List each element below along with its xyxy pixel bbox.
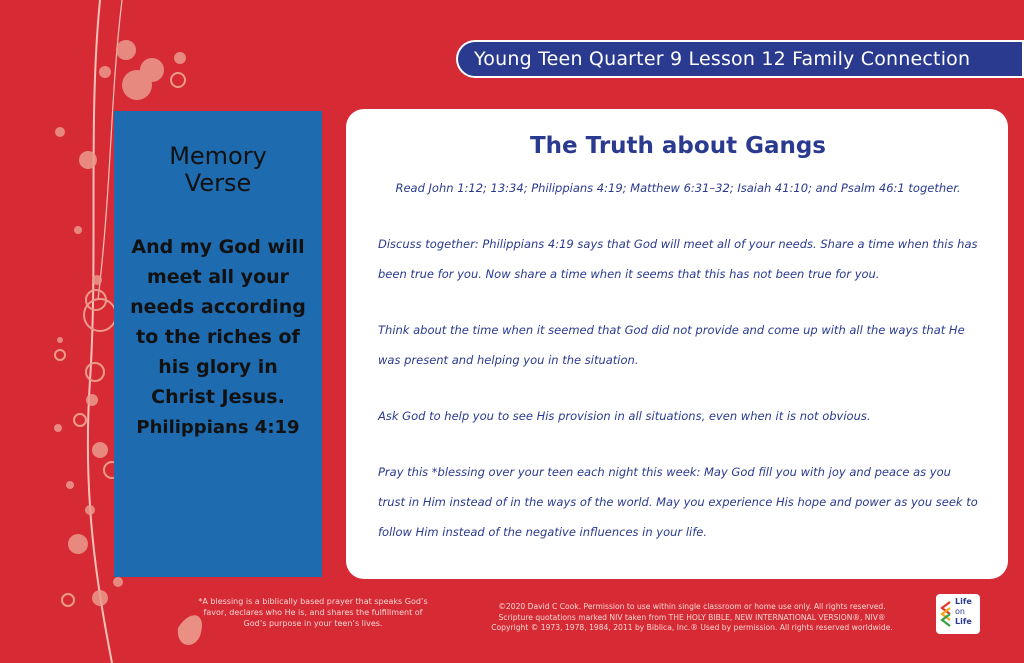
decor-circle bbox=[57, 337, 63, 343]
decor-circle bbox=[54, 424, 62, 432]
decor-circle bbox=[55, 127, 65, 137]
memory-verse-heading: Memory Verse bbox=[169, 142, 267, 197]
decor-circle bbox=[113, 577, 123, 587]
decor-circle bbox=[99, 66, 111, 78]
decor-ring bbox=[55, 350, 65, 360]
decor-circle bbox=[66, 481, 74, 489]
logo-text bbox=[955, 597, 979, 627]
reflection-paragraph: Think about the time when it seemed that God did not provide and come up with all the ways that He was present and helping you in the situation. bbox=[378, 323, 965, 367]
decor-circle bbox=[92, 275, 102, 285]
memory-verse-text bbox=[114, 232, 322, 442]
logo-word: Life bbox=[955, 617, 972, 626]
memory-verse-reference: Philippians 4:19 bbox=[136, 417, 300, 438]
decor-circle bbox=[174, 52, 186, 64]
decor-circle bbox=[79, 151, 97, 169]
decor-circle bbox=[85, 505, 95, 515]
memory-verse-card bbox=[114, 111, 322, 577]
lesson-title: The Truth about Gangs bbox=[529, 133, 826, 159]
copyright-line: ©2020 David C Cook. Permission to use within single classroom or home use only. All rights reserved. bbox=[498, 602, 886, 611]
decor-circle bbox=[92, 442, 108, 458]
decor-ring bbox=[62, 594, 74, 606]
decor-circle bbox=[122, 70, 152, 100]
lesson-header: Young Teen Quarter 9 Lesson 12 Family Connection bbox=[456, 40, 1024, 78]
decor-circle bbox=[116, 40, 136, 60]
decor-ring bbox=[171, 73, 185, 87]
blessing-footnote: *A blessing is a biblically based prayer that speaks God’s favor, declares who He is, and shares the fulfillment of God’s purpose in your teen’s lives. bbox=[198, 597, 428, 628]
prayer-request-paragraph: Ask God to help you to see His provision in all situations, even when it is not obvious. bbox=[378, 409, 871, 423]
discussion-paragraph: Discuss together: Philippians 4:19 says that God will meet all of your needs. Share a time when this has been true for you. Now share a time when it seems that this has not been true for you. bbox=[378, 237, 978, 281]
decor-circle bbox=[86, 394, 98, 406]
decor-circle bbox=[74, 226, 82, 234]
decor-ring bbox=[74, 414, 86, 426]
blessing-paragraph: Pray this *blessing over your teen each night this week: May God fill you with joy and peace as you trust in Him instead of in the ways of the world. May you experience His hope and power as you seek to follow Him instead of the negative influences in your life. bbox=[378, 465, 978, 539]
decor-circle bbox=[68, 534, 88, 554]
copyright-notice bbox=[452, 602, 932, 634]
memory-verse-body: And my God will meet all your needs according to the riches of his glory in Christ Jesus. bbox=[130, 236, 306, 408]
decor-ring bbox=[84, 299, 116, 331]
decor-circle bbox=[92, 590, 108, 606]
copyright-line: Scripture quotations marked NIV taken from THE HOLY BIBLE, NEW INTERNATIONAL VERSION®, NIV® bbox=[498, 612, 886, 622]
reading-instruction: Read John 1:12; 13:34; Philippians 4:19; Matthew 6:31–32; Isaiah 41:10; and Psalm 46:1 together. bbox=[395, 181, 961, 195]
copyright-line: Copyright © 1973, 1978, 1984, 2011 by Biblica, Inc.® Used by permission. All rights reserved worldwide. bbox=[491, 623, 893, 632]
life-on-life-logo bbox=[936, 594, 980, 634]
lesson-content-card bbox=[346, 109, 1008, 579]
logo-word: Life bbox=[955, 597, 972, 606]
logo-mark-icon bbox=[939, 600, 953, 628]
decor-ring bbox=[86, 363, 104, 381]
logo-word: on bbox=[955, 607, 965, 616]
